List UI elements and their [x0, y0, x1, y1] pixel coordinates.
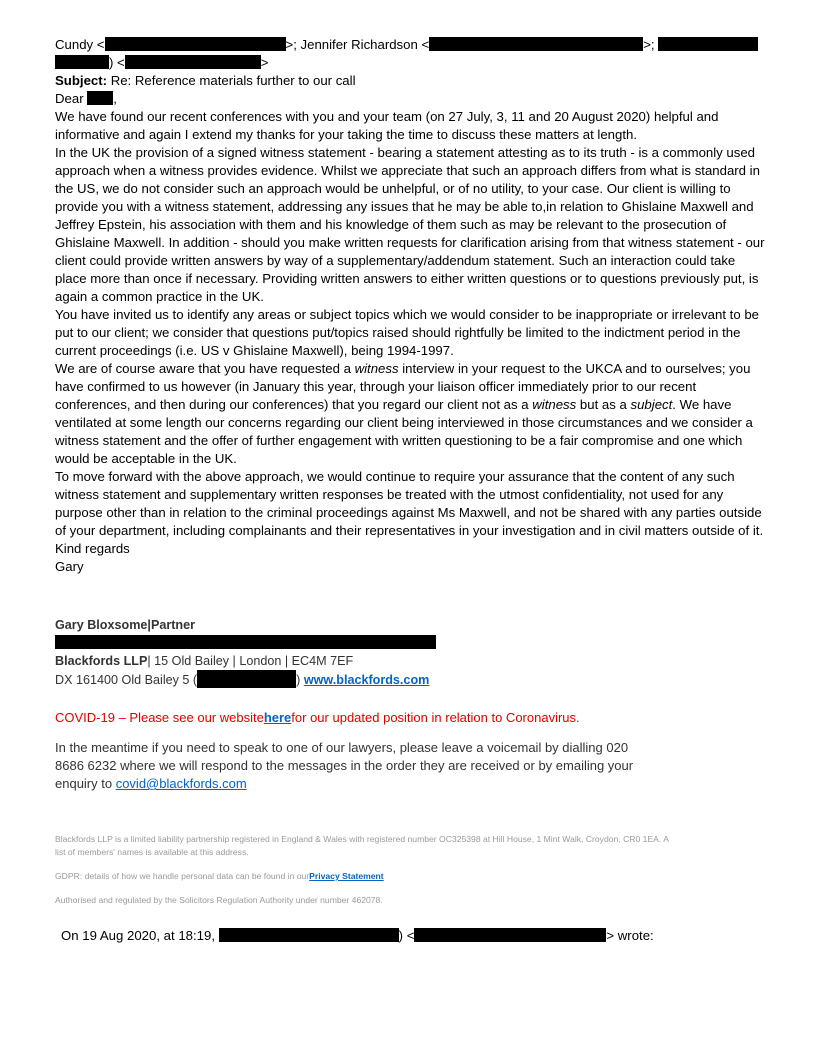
p4-emphasis-witness: witness [532, 397, 577, 412]
subject-line [55, 72, 765, 90]
redaction-block [658, 37, 758, 51]
quoted-mid: ) < [398, 928, 415, 943]
website-link[interactable]: www.blackfords.com [303, 673, 430, 687]
gdpr-notice [55, 870, 675, 883]
redaction-block [197, 670, 296, 688]
signature-address [55, 652, 765, 670]
p4-text-d: . We have ventilated at some length our concerns regarding our client being interviewed in those circumstances and we consider a witness statement and the offer of further engagement with written questioning to be a fair compromise and one which would be acceptable in the UK. [55, 397, 753, 466]
quoted-suffix: > wrote: [606, 928, 654, 943]
covid-prefix: COVID-19 – Please see our website [55, 710, 264, 725]
meantime-text: In the meantime if you need to speak to one of our lawyers, please leave a voicemail by dialling 020 8686 6232 where we will respond to the messages in the order they are received or by emailing your enquiry to [55, 740, 634, 791]
signature-separator: | [147, 618, 151, 632]
signature-redacted-line [55, 634, 765, 652]
cc-name-richardson: >; Jennifer Richardson < [285, 37, 430, 52]
p4-emphasis-witness: witness [354, 361, 399, 376]
sra-notice: Authorised and regulated by the Solicitors Regulation Authority under number 462078. [55, 895, 383, 905]
meantime-notice [55, 739, 655, 793]
body-paragraph-5: To move forward with the above approach, we would continue to require your assurance that the content of any such witness statement and supplementary written responses be treated with the utmost confidentiality, not used for any purpose other than in relation to the criminal proceedings against Ms Maxwell, and not be shared with any parties outside of your department, including complainants and their representatives in your investigation and in civil matters outside of it. [55, 469, 764, 538]
cc-line-2 [55, 54, 765, 72]
quoted-header [61, 927, 765, 945]
cc-name-cundy: Cundy < [55, 37, 105, 52]
email-body [55, 36, 765, 945]
subject-text: Re: Reference materials further to our call [107, 73, 356, 88]
p4-text-c: but as a [576, 397, 631, 412]
p4-text-a: We are of course aware that you have requested a [55, 361, 355, 376]
salutation-comma: , [113, 91, 117, 106]
gdpr-text: GDPR: details of how we handle personal data can be found in our [55, 871, 310, 881]
cc-separator: >; [643, 37, 655, 52]
body-paragraph-4 [55, 360, 765, 468]
signature-address-text: | 15 Old Bailey | London | EC4M 7EF [147, 654, 354, 668]
subject-label: Subject: [55, 73, 108, 88]
signature-title: Partner [150, 618, 196, 632]
covid-email-link[interactable]: covid@blackfords.com [115, 776, 247, 791]
redaction-block [414, 928, 606, 942]
legal-registration: Blackfords LLP is a limited liability partnership registered in England & Wales with registered number OC325398 at Hill House, 1 Mint Walk, Croydon, CR0 1EA. A list of members' names is available at this address. [55, 834, 669, 857]
p4-emphasis-subject: subject [630, 397, 673, 412]
body-paragraph-2: In the UK the provision of a signed witness statement - bearing a statement attesting as to its truth - is a commonly used approach when a witness provides evidence. Whilst we appreciate that such an approach differs from what is standard in the US, we do not consider such an approach would be unhelpful, or of no utility, to your case. Our client is willing to provide you with a witness statement, addressing any issues that he may be able to,in relation to Ghislaine Maxwell and Jeffrey Epstein, his association with them and his knowledge of them such as may be relevant to the prosecution of Ghislaine Maxwell. In addition - should you make written requests for clarification arising from that witness statement - our client could provide written answers by way of a supplementary/addendum statement. Such an interaction could take place more than once if necessary. Providing written answers to either written questions or to questions previously put, is again a common practice in the UK. [55, 145, 765, 304]
signature-firm: Blackfords LLP [55, 654, 148, 668]
privacy-statement-link[interactable]: Privacy Statement [309, 871, 384, 881]
signature-dx-text: DX 161400 Old Bailey 5 ( [55, 673, 198, 687]
redaction-block [219, 928, 399, 942]
signature-dx [55, 670, 765, 689]
redaction-block [55, 55, 109, 69]
body-paragraph-3: You have invited us to identify any areas or subject topics which we would consider to be inappropriate or irrelevant to be put to our client; we consider that questions put/topics raised should rightfully be limited to the indictment period in the current proceedings (i.e. US v Ghislaine Maxwell), being 1994-1997. [55, 307, 759, 358]
covid-suffix: for our updated position in relation to Coronavirus. [291, 710, 580, 725]
covid-notice [55, 709, 765, 727]
signoff: Gary [55, 559, 84, 574]
redaction-block [105, 37, 286, 51]
signature-dx-end: ) [296, 673, 301, 687]
cc-separator: ) < [109, 55, 125, 70]
body-paragraph-1: We have found our recent conferences with you and your team (on 27 July, 3, 11 and 20 August 2020) helpful and informative and again I extend my thanks for your taking the time to discuss these matters at length. [55, 109, 719, 142]
redaction-block [429, 37, 643, 51]
cc-line-1 [55, 36, 765, 54]
covid-here-link[interactable]: here [263, 710, 292, 725]
redaction-block [55, 635, 436, 649]
redaction-block [125, 55, 261, 69]
cc-end: > [260, 55, 269, 70]
salutation [55, 90, 765, 108]
redaction-block [87, 91, 113, 105]
signature-name [55, 616, 765, 634]
signature-person: Gary Bloxsome [55, 618, 148, 632]
p4-text-b: interview in your request to the UKCA and to ourselves; you have confirmed to us however (in January this year, through your liaison officer immediately prior to our recent conferences, and then during our conferences) that you regard our client not as a [55, 361, 751, 412]
closing: Kind regards [55, 541, 130, 556]
quoted-prefix: On 19 Aug 2020, at 18:19, [61, 928, 215, 943]
legal-footer [55, 833, 675, 907]
salutation-text: Dear [55, 91, 84, 106]
